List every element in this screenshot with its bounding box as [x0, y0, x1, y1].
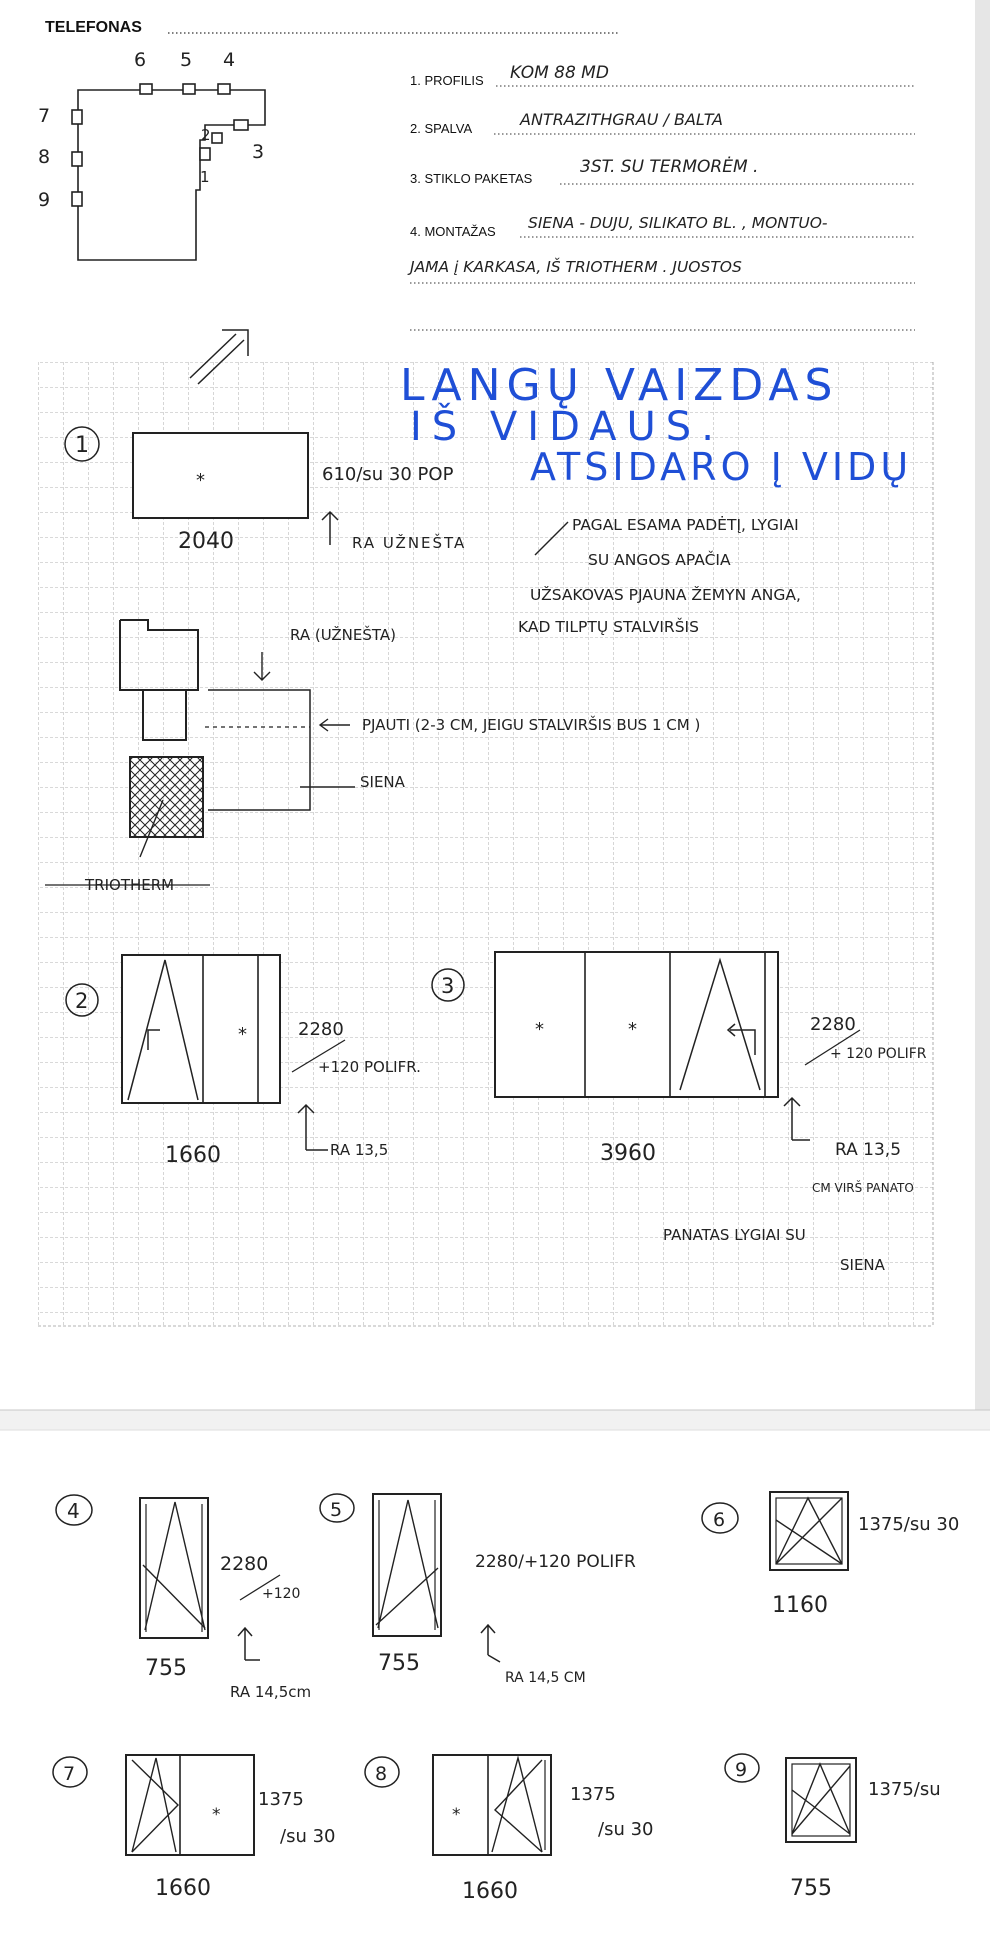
window-2-number: 2	[75, 989, 89, 1013]
plan-label-8: 8	[38, 146, 51, 168]
panatas-line1: PANATAS LYGIAI SU	[663, 1226, 806, 1244]
window-2-extra: +120 POLIFR.	[318, 1058, 421, 1076]
window-8-width: 1660	[462, 1879, 518, 1904]
window-5-height: 2280/+120 POLIFR	[475, 1552, 636, 1572]
window-1-width: 2040	[178, 529, 234, 554]
spalva-label: 2. SPALVA	[410, 121, 473, 136]
svg-text:*: *	[535, 1019, 544, 1040]
plan-label-7: 7	[38, 105, 51, 127]
window-2-ra: RA 13,5	[330, 1141, 389, 1159]
window-7	[53, 1755, 335, 1901]
window-7-height: 1375	[258, 1789, 304, 1810]
svg-text:*: *	[238, 1024, 247, 1045]
window-9-width: 755	[790, 1876, 832, 1901]
window-3-ra: RA 13,5	[835, 1140, 902, 1160]
plan-label-9: 9	[38, 189, 51, 211]
window-6-height: 1375/su 30	[858, 1514, 960, 1535]
window-3-ra-note: CM VIRŠ PANATO	[812, 1181, 914, 1195]
plan-label-5: 5	[180, 49, 193, 71]
floor-plan-sketch	[72, 84, 265, 260]
telefonas-label: TELEFONAS	[45, 19, 142, 36]
stiklo-paketas-label: 3. STIKLO PAKETAS	[410, 171, 533, 186]
profilis-value: KOM 88 MD	[510, 63, 609, 83]
plan-label-2: 2	[201, 126, 211, 144]
blue-note-line2: IŠ VIDAUS.	[410, 404, 724, 450]
window-5	[320, 1494, 636, 1686]
window-7-width: 1660	[155, 1876, 211, 1901]
window-7-extra: /su 30	[280, 1826, 336, 1847]
panatas-line2: SIENA	[840, 1256, 885, 1274]
montazas-value-2: JAMA į KARKASA, IŠ TRIOTHERM . JUOSTOS	[410, 258, 742, 276]
window-3-extra: + 120 POLIFR	[830, 1046, 927, 1062]
plan-label-3: 3	[252, 141, 265, 163]
pjauti-label: PJAUTI (2-3 CM, JEIGU STALVIRŠIS BUS 1 CM )	[362, 716, 701, 734]
window-5-number: 5	[330, 1499, 343, 1521]
plan-label-4: 4	[223, 49, 236, 71]
window-9-number: 9	[735, 1759, 748, 1781]
window-6-width: 1160	[772, 1593, 828, 1618]
window-6-number: 6	[713, 1509, 726, 1531]
window-4	[56, 1495, 311, 1701]
stiklo-paketas-value: 3ST. SU TERMORĖM .	[580, 157, 759, 177]
svg-text:*: *	[628, 1019, 637, 1040]
window-4-ra: RA 14,5cm	[230, 1683, 312, 1701]
blue-note-line3: ATSIDARO Į VIDŲ	[530, 445, 913, 489]
window-9	[725, 1754, 941, 1901]
floor-plan-labels	[38, 49, 264, 211]
window-3-width: 3960	[600, 1141, 656, 1166]
window-4-height: 2280	[220, 1553, 269, 1575]
window-1-ra: RA UŽNEŠTA	[352, 534, 467, 552]
note-line4: KAD TILPTŲ STALVIRŠIS	[518, 618, 699, 636]
plan-label-1: 1	[200, 168, 210, 186]
note-line2: SU ANGOS APAČIA	[588, 551, 731, 569]
window-7-number: 7	[63, 1763, 76, 1785]
window-5-width: 755	[378, 1651, 420, 1676]
window-1-number: 1	[75, 433, 89, 458]
window-4-number: 4	[67, 1499, 80, 1523]
window-5-ra: RA 14,5 CM	[505, 1670, 586, 1686]
window-8-number: 8	[375, 1763, 388, 1785]
window-2-width: 1660	[165, 1143, 221, 1168]
profilis-label: 1. PROFILIS	[410, 73, 484, 88]
window-3-number: 3	[441, 974, 455, 998]
siena-label: SIENA	[360, 773, 405, 791]
triotherm-label: TRIOTHERM	[85, 876, 175, 894]
page-divider	[0, 1410, 990, 1430]
window-4-extra: +120	[262, 1586, 301, 1602]
spalva-value: ANTRAZITHGRAU / BALTA	[520, 110, 723, 129]
ra-uznesta-label: RA (UŽNEŠTA)	[290, 626, 397, 644]
window-6	[702, 1492, 959, 1618]
window-8-extra: /su 30	[598, 1819, 654, 1840]
window-8-height: 1375	[570, 1784, 616, 1805]
plan-label-6: 6	[134, 49, 147, 71]
montazas-label: 4. MONTAŽAS	[410, 224, 496, 239]
montazas-value: SIENA - DUJU, SILIKATO BL. , MONTUO-	[528, 214, 828, 232]
header-fields	[407, 63, 915, 330]
svg-text:*: *	[196, 470, 205, 491]
svg-text:*: *	[212, 1805, 221, 1825]
svg-text:*: *	[452, 1805, 461, 1825]
window-4-width: 755	[145, 1656, 187, 1681]
window-2-height: 2280	[298, 1019, 344, 1040]
window-8	[365, 1755, 653, 1904]
window-3-height: 2280	[810, 1014, 856, 1035]
blue-note-line1: LANGŲ VAIZDAS	[400, 360, 839, 411]
note-line1: PAGAL ESAMA PADĖTĮ, LYGIAI	[572, 516, 799, 534]
window-9-height: 1375/su	[868, 1779, 941, 1800]
window-1-height: 610/su 30 POP	[322, 464, 454, 485]
note-line3: UŽSAKOVAS PJAUNA ŽEMYN ANGA,	[530, 586, 801, 604]
